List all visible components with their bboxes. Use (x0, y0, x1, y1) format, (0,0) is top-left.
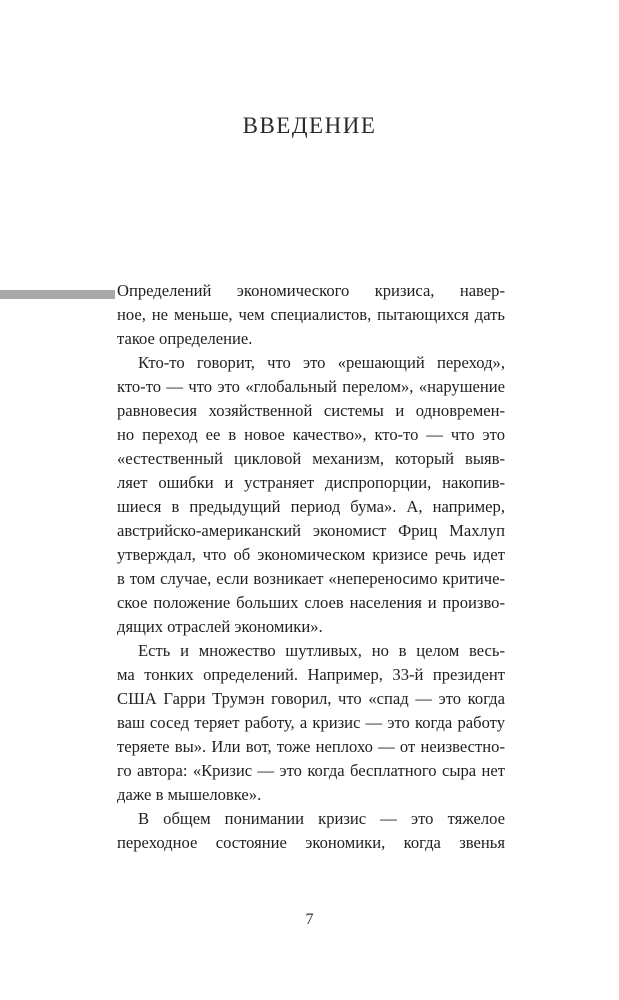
paragraph (117, 639, 505, 807)
text-line: переходное состояние экономики, когда звенья (117, 833, 505, 852)
text-line: го автора: «Кризис — это когда бесплатного сыра нет (117, 761, 505, 780)
paragraph (117, 351, 505, 639)
text-line: Кто-то говорит, что это «решающий переход», (138, 353, 505, 372)
chapter-title: ВВЕДЕНИЕ (242, 113, 377, 138)
text-line: «естественный цикловой механизм, который выяв- (117, 449, 505, 468)
text-line: В общем понимании кризис — это тяжелое (138, 809, 505, 828)
text-line: но переход ее в новое качество», кто-то — что это (117, 425, 505, 444)
text-line: австрийско-американский экономист Фриц Махлуп (117, 521, 505, 540)
text-line: равновесия хозяйственной системы и одновремен- (117, 401, 505, 420)
text-line: даже в мышеловке». (117, 785, 262, 804)
text-line: такое определение. (117, 329, 253, 348)
text-line: теряете вы». Или вот, тоже неплохо — от неизвестно- (117, 737, 505, 756)
text-line: ляет ошибки и устраняет диспропорции, накопив- (117, 473, 505, 492)
section-marker-bar (0, 290, 115, 299)
text-line: утверждал, что об экономическом кризисе речь идет (117, 545, 505, 564)
paragraph (117, 279, 505, 351)
text-line: ма тонких определений. Например, 33-й президент (117, 665, 505, 684)
text-line: США Гарри Трумэн говорил, что «спад — это когда (117, 689, 505, 708)
text-line: в том случае, если возникает «непереносимо критиче- (117, 569, 505, 588)
text-line: шиеся в предыдущий период бума». А, например, (117, 497, 505, 516)
paragraph (117, 807, 505, 855)
text-line: кто-то — что это «глобальный перелом», «нарушение (117, 377, 505, 396)
text-line: ское положение больших слоев населения и произво- (117, 593, 505, 612)
text-line: Есть и множество шутливых, но в целом весь- (138, 641, 505, 660)
page-number: 7 (305, 911, 314, 928)
text-line: дящих отраслей экономики». (117, 617, 323, 636)
body-text (117, 279, 505, 855)
text-line: ное, не меньше, чем специалистов, пытающихся дать (117, 305, 505, 324)
text-line: Определений экономического кризиса, навер- (117, 281, 505, 300)
text-line: ваш сосед теряет работу, а кризис — это когда работу (117, 713, 505, 732)
